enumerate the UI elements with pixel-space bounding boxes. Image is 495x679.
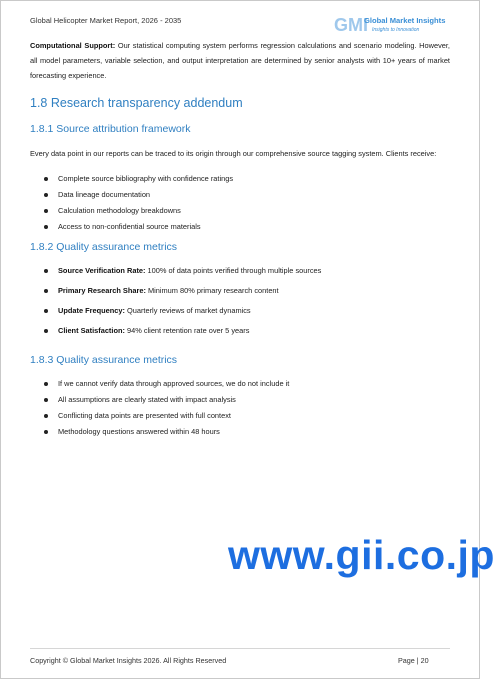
footer-divider	[30, 648, 450, 649]
verification-policy-list	[44, 376, 289, 440]
metric-label: Primary Research Share:	[58, 286, 146, 295]
list-item	[44, 261, 321, 281]
quality-metrics-list	[44, 261, 321, 341]
subsection-heading-3: 1.8.3 Quality assurance metrics	[30, 354, 178, 366]
metric-value: 100% of data points verified through multiple sources	[145, 266, 322, 275]
list-item	[44, 281, 321, 301]
subsection-heading-1: 1.8.1 Source attribution framework	[30, 123, 191, 135]
gmi-logo-icon	[334, 14, 368, 36]
list-item	[44, 301, 321, 321]
computational-support-paragraph	[30, 38, 450, 83]
list-item: Methodology questions answered within 48 hours	[44, 424, 289, 440]
svg-text:GMI: GMI	[334, 15, 368, 35]
list-item: Complete source bibliography with confidence ratings	[44, 171, 233, 187]
metric-label: Client Satisfaction:	[58, 326, 125, 335]
subsection-1-intro: Every data point in our reports can be traced to its origin through our comprehensive source tagging system. Clients receive:	[30, 149, 437, 158]
list-item: Data lineage documentation	[44, 187, 233, 203]
page-number: Page | 20	[398, 656, 429, 665]
list-item: Conflicting data points are presented with full context	[44, 408, 289, 424]
list-item	[44, 321, 321, 341]
gmi-logo	[334, 14, 450, 36]
logo-tagline: Insights to Innovation	[372, 27, 420, 33]
metric-value: 94% client retention rate over 5 years	[124, 326, 250, 335]
paragraph-text: Our statistical computing system performs regression calculations and scenario modeling. However, all model parameters, variable selection, and output interpretation are determined by senior analysts with 10+ years of market forecasting experience.	[30, 41, 450, 80]
source-attribution-list	[44, 171, 233, 235]
list-item: If we cannot verify data through approved sources, we do not include it	[44, 376, 289, 392]
metric-label: Update Frequency:	[58, 306, 125, 315]
watermark: www.gii.co.jp	[228, 532, 495, 578]
section-heading: 1.8 Research transparency addendum	[30, 96, 243, 110]
list-item: Access to non-confidential source materials	[44, 219, 233, 235]
metric-label: Source Verification Rate:	[58, 266, 146, 275]
metric-value: Minimum 80% primary research content	[145, 286, 279, 295]
list-item: All assumptions are clearly stated with impact analysis	[44, 392, 289, 408]
list-item: Calculation methodology breakdowns	[44, 203, 233, 219]
metric-value: Quarterly reviews of market dynamics	[124, 306, 251, 315]
subsection-heading-2: 1.8.2 Quality assurance metrics	[30, 241, 178, 253]
footer-copyright: Copyright © Global Market Insights 2026. All Rights Reserved	[30, 656, 227, 665]
logo-name: Global Market Insights	[364, 16, 446, 25]
report-title: Global Helicopter Market Report, 2026 - 2035	[30, 16, 182, 25]
paragraph-lead: Computational Support:	[30, 41, 116, 50]
